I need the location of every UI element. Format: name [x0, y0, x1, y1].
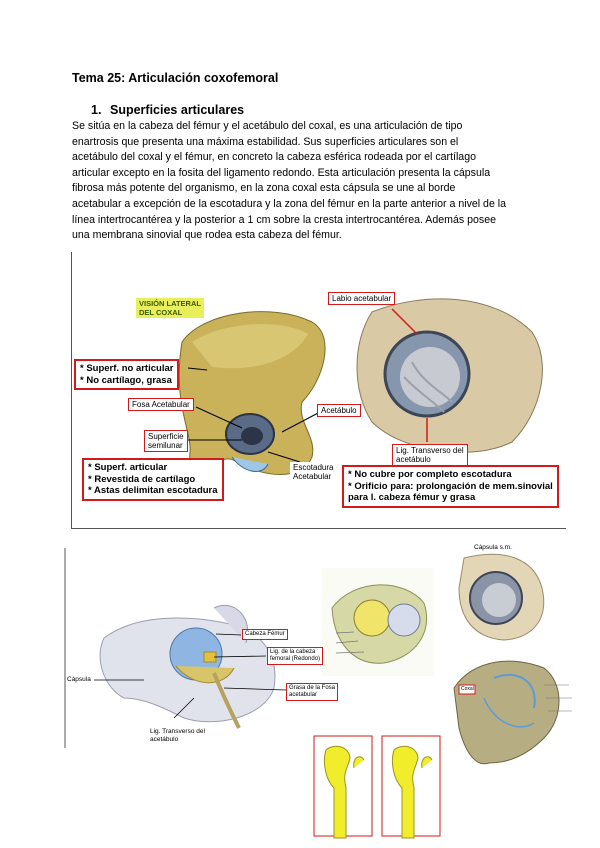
label-line: semilunar: [148, 441, 183, 450]
label-line: acetábulo: [396, 455, 431, 464]
callout-line: * Superf. no articular: [80, 363, 174, 374]
paragraph-line: enartrosis que presenta una máxima estabilidad. Sus superficies articulares son el: [72, 135, 459, 148]
paragraph-line: acetabular a excepción de la escotadura y la zona del fémur en la parte anterior a nivel de la: [72, 197, 507, 210]
body-paragraph: [72, 119, 534, 244]
lig-transverso-label: [392, 444, 468, 466]
callout-line: * Revestida de cartílago: [88, 473, 196, 485]
label-line: femoral (Redondo): [270, 656, 321, 662]
label-line: Lig. Transverso del: [396, 446, 464, 455]
label-line: Lig. Transverso del: [150, 728, 205, 735]
label-line: acetabular: [289, 692, 318, 698]
label-line: Acetabular: [293, 472, 332, 481]
escotadura-label: [290, 462, 336, 482]
figure-hip-bone-lateral: [71, 252, 566, 529]
paragraph-line: una membrana sinovial que rodea esta cabeza del fémur.: [72, 229, 342, 242]
label-line: acetábulo: [150, 735, 179, 743]
label-line: Lig. de la cabeza: [270, 649, 316, 655]
section-number: 1.: [91, 103, 102, 117]
section-heading: [91, 103, 244, 117]
paragraph-line: articular excepto en la fosita del ligamento redondo. Esta articulación presenta la cápsula: [72, 166, 491, 179]
cabeza-femur-label: Cabeza Fémur: [242, 629, 288, 640]
no-articular-callout: [74, 359, 179, 390]
callout-line: * Superf. articular: [88, 462, 168, 473]
paragraph-line: fibrosa más potente del organismo, en la zona coxal esta cápsula se une al borde: [72, 182, 456, 195]
coxal-tag-label: Coxal: [461, 686, 474, 692]
label-line: Escotadura: [293, 463, 334, 472]
lig-cabeza-femoral-label: [267, 647, 323, 665]
label-line: Superficie: [148, 432, 184, 441]
fosa-acetabular-label: Fosa Acetabular: [128, 398, 194, 411]
capsula-label: Cápsula: [67, 676, 91, 683]
no-cubre-callout: [342, 465, 559, 508]
vision-lateral-label: [136, 298, 204, 318]
capsula-sm-label: Cápsula s.m.: [474, 544, 512, 551]
superf-articular-callout: [82, 458, 224, 501]
callout-line: * No cartílago, grasa: [80, 374, 172, 386]
vision-line: VISIÓN LATERAL: [139, 299, 201, 308]
labio-acetabular-label: Labio acetabular: [328, 292, 395, 305]
vision-line: DEL COXAL: [139, 308, 183, 317]
lig-transverso-fig2-label: [150, 728, 205, 743]
paragraph-line: línea intertrocantérea y la posterior a 1 cm sobre la cresta intertrocantérea. Además posee: [72, 213, 496, 226]
figure-hip-joint-collage: [64, 544, 584, 848]
label-line: Grasa de la Fosa: [289, 685, 336, 691]
acetabulo-label: Acetábulo: [317, 404, 361, 417]
callout-line: para l. cabeza fémur y grasa: [348, 492, 476, 503]
section-title: Superficies articulares: [110, 103, 245, 117]
paragraph-line: Se sitúa en la cabeza del fémur y el acetábulo del coxal, es una articulación de tipo: [72, 120, 463, 132]
callout-line: * No cubre por completo escotadura: [348, 469, 512, 480]
callout-line: * Astas delimitan escotadura: [88, 485, 218, 496]
grasa-fosa-label: [286, 683, 338, 701]
paragraph-line: acetábulo del coxal y el fémur, en concreto la cabeza esférica rodeada por el cartílago: [72, 151, 476, 164]
superficie-semilunar-label: [144, 430, 188, 452]
page-title: Tema 25: Articulación coxofemoral: [72, 71, 279, 85]
callout-line: * Orificio para: prolongación de mem.sinovial: [348, 480, 553, 492]
